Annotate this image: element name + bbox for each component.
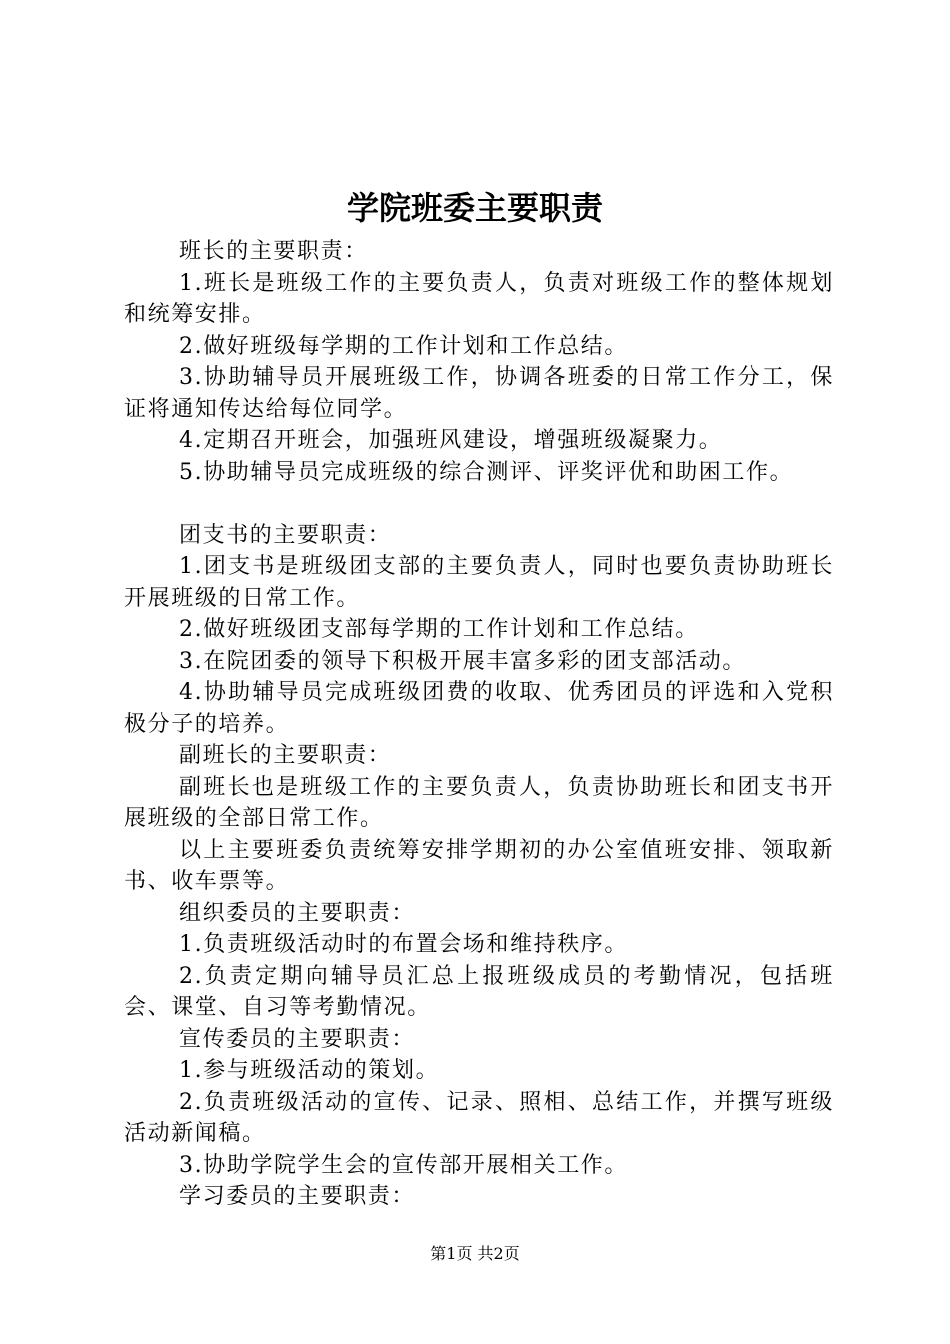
paragraph: 2.做好班级团支部每学期的工作计划和工作总结。: [179, 617, 699, 642]
paragraph: 3.协助学院学生会的宣传部开展相关工作。: [179, 1152, 628, 1178]
paragraph: 4.定期召开班会，加强班风建设，增强班级凝聚力。: [179, 428, 723, 453]
paragraph: 5.协助辅导员完成班级的综合测评、评奖评优和助困工作。: [179, 459, 794, 485]
paragraph: 团支书的主要职责：: [179, 522, 392, 548]
page-footer: 第1页 共2页: [430, 1244, 520, 1263]
blank-line: [124, 488, 834, 520]
paragraph: 组织委员的主要职责：: [179, 900, 416, 926]
paragraph: 宣传委员的主要职责：: [179, 1026, 416, 1052]
paragraph: 2.负责班级活动的宣传、记录、照相、总结工作，并撰写班级活动新闻稿。: [124, 1089, 834, 1146]
paragraph: 4.协助辅导员完成班级团费的收取、优秀团员的评选和入党积极分子的培养。: [124, 680, 834, 737]
paragraph: 以上主要班委负责统筹安排学期初的办公室值班安排、领取新书、收车票等。: [124, 837, 834, 894]
paragraph: 1.团支书是班级团支部的主要负责人，同时也要负责协助班长开展班级的日常工作。: [124, 554, 834, 611]
document-title: 学院班委主要职责: [346, 189, 603, 227]
paragraph: 班长的主要职责：: [179, 239, 368, 264]
paragraph: 1.班长是班级工作的主要负责人，负责对班级工作的整体规划和统筹安排。: [124, 270, 834, 327]
paragraph: 副班长的主要职责：: [179, 743, 392, 768]
paragraph: 1.参与班级活动的策划。: [179, 1058, 440, 1083]
paragraph: 副班长也是班级工作的主要负责人，负责协助班长和团支书开展班级的全部日常工作。: [124, 774, 834, 831]
paragraph: 3.协助辅导员开展班级工作，协调各班委的日常工作分工，保证将通知传达给每位同学。: [124, 365, 834, 422]
document-body: [124, 236, 834, 1213]
paragraph: 2.做好班级每学期的工作计划和工作总结。: [179, 333, 628, 359]
paragraph: 学习委员的主要职责：: [179, 1184, 416, 1209]
paragraph: 3.在院团委的领导下积极开展丰富多彩的团支部活动。: [179, 648, 746, 674]
paragraph: 1.负责班级活动时的布置会场和维持秩序。: [179, 932, 628, 957]
paragraph: 2.负责定期向辅导员汇总上报班级成员的考勤情况，包括班会、课堂、自习等考勤情况。: [124, 963, 834, 1020]
